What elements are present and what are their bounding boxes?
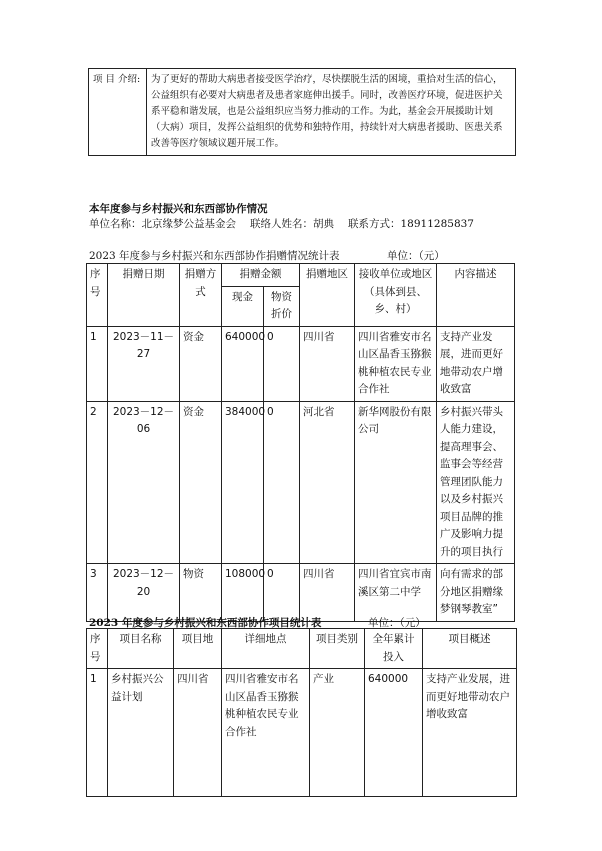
table-row	[87, 564, 515, 622]
header-seq: 序号	[87, 629, 108, 669]
cell-name: 乡村振兴公益计划	[108, 669, 174, 797]
cell-goods: 0	[264, 401, 300, 564]
cell-cash: 384000	[222, 401, 264, 564]
header-method: 捐赠方式	[180, 264, 222, 327]
cell-region: 四川省	[300, 326, 355, 401]
cell-category: 产业	[310, 669, 365, 797]
cell-date: 2023－12－06	[108, 401, 180, 564]
cell-goods: 0	[264, 564, 300, 622]
cell-goods: 0	[264, 326, 300, 401]
cell-desc: 向有需求的部分地区捐赠缘梦钢琴教室”	[437, 564, 515, 622]
donation-caption-text: 2023 年度参与乡村振兴和东西部协作捐赠情况统计表	[89, 250, 340, 262]
header-receiver: 接收单位或地区（具体到县、乡、村）	[355, 264, 437, 327]
header-investment: 全年累计投入	[365, 629, 423, 669]
header-goods: 物资折价	[264, 286, 300, 326]
cell-cash: 640000	[222, 326, 264, 401]
cell-receiver: 四川省宜宾市南溪区第二中学	[355, 564, 437, 622]
cell-date: 2023－11－27	[108, 326, 180, 401]
cell-cash: 108000	[222, 564, 264, 622]
cell-address: 四川省雅安市名山区晶香玉猕猴桃种植农民专业合作社	[222, 669, 310, 797]
cell-date: 2023－12－20	[108, 564, 180, 622]
project-intro-table	[88, 68, 516, 156]
cell-region: 河北省	[300, 401, 355, 564]
donation-unit: 单位：（元）	[387, 250, 445, 262]
header-name: 项目名称	[108, 629, 174, 669]
header-summary: 项目概述	[423, 629, 517, 669]
cell-method: 资金	[180, 326, 222, 401]
table-row	[87, 669, 517, 797]
header-region: 捐赠地区	[300, 264, 355, 327]
cell-place: 四川省	[174, 669, 222, 797]
intro-text: 为了更好的帮助大病患者接受医学治疗，尽快摆脱生活的困境，重拾对生活的信心，公益组织有必要对大病患者及患者家庭伸出援手。同时，改善医疗环境，促进医护关系平稳和谐发展，也是公益组织应当努力推动的工作。为此，基金会开展援助计划（大病）项目，发挥公益组织的优势和独特作用，持续针对大病患者援助、医患关系改善等医疗领域议题开展工作。	[147, 69, 516, 156]
cell-investment: 640000	[365, 669, 423, 797]
contact-method: 联系方式：18911285837	[348, 218, 474, 230]
donation-table-caption	[89, 248, 445, 263]
project-caption-text: 2023 年度参与乡村振兴和东西部协作项目统计表	[89, 617, 322, 629]
donation-table	[86, 263, 515, 622]
cell-seq: 2	[87, 401, 108, 564]
contact-name: 联络人姓名：胡典	[250, 218, 334, 230]
org-info	[89, 216, 488, 231]
cell-method: 物资	[180, 564, 222, 622]
table-row	[87, 326, 515, 401]
table-row	[87, 401, 515, 564]
header-date: 捐赠日期	[108, 264, 180, 327]
cell-method: 资金	[180, 401, 222, 564]
org-name: 单位名称：北京缘梦公益基金会	[89, 218, 236, 230]
cell-receiver: 新华网股份有限公司	[355, 401, 437, 564]
header-cash: 现金	[222, 286, 264, 326]
cell-seq: 1	[87, 326, 108, 401]
header-seq: 序号	[87, 264, 108, 327]
cell-desc: 乡村振兴带头人能力建设，提高理事会、监事会等经营管理团队能力以及乡村振兴项目品牌的推广及影响力提升的项目执行	[437, 401, 515, 564]
cell-seq: 1	[87, 669, 108, 797]
header-desc: 内容描述	[437, 264, 515, 327]
cell-region: 四川省	[300, 564, 355, 622]
header-amount: 捐赠金额	[222, 264, 300, 287]
section-title: 本年度参与乡村振兴和东西部协作情况	[89, 203, 268, 215]
header-category: 项目类别	[310, 629, 365, 669]
project-table	[86, 628, 517, 797]
header-address: 详细地点	[222, 629, 310, 669]
cell-summary: 支持产业发展，进而更好地带动农户增收致富	[423, 669, 517, 797]
intro-label: 项 目 介绍:	[89, 69, 147, 156]
project-unit: 单位：（元）	[368, 617, 426, 629]
cell-seq: 3	[87, 564, 108, 622]
header-place: 项目地	[174, 629, 222, 669]
cell-receiver: 四川省雅安市名山区晶香玉猕猴桃种植农民专业合作社	[355, 326, 437, 401]
cell-desc: 支持产业发展，进而更好地带动农户增收致富	[437, 326, 515, 401]
